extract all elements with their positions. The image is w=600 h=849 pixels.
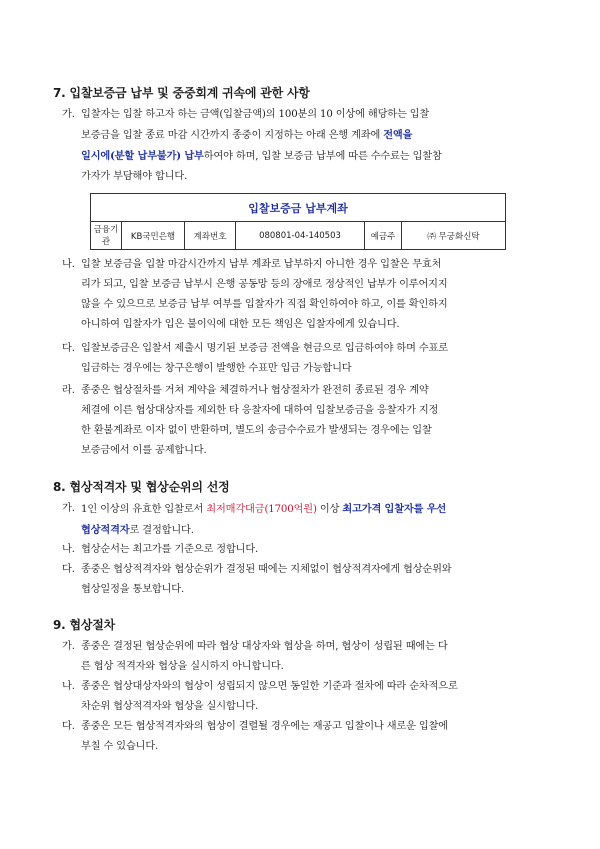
section-8-title (53, 478, 553, 495)
text-line (81, 499, 549, 520)
text-line (81, 146, 549, 167)
item-marker: 라. (62, 385, 75, 396)
text-line: 입금하는 경우에는 창구은행이 발행한 수표만 입금 가능합니다 (81, 363, 352, 374)
bank-label: 금융기관 (91, 222, 122, 250)
bank-value: KB국민은행 (122, 222, 185, 250)
item-marker: 가. (62, 109, 75, 120)
text-line: 입찰 보증금을 입찰 마감시간까지 납부 계좌로 납부하지 아니한 경우 입찰은 무효처 (81, 259, 442, 270)
item-marker: 다. (62, 343, 75, 354)
text-span: 보증금을 입찰 종료 마감 시간까지 종중이 지정하는 아래 은행 계좌에 (81, 130, 384, 141)
text-line: 않을 수 있으므로 보증금 납부 여부를 입찰자가 직접 확인하여야 하고, 이를 확인하지 (81, 299, 448, 310)
account-holder-label: 예금주 (365, 222, 402, 250)
text-line: 협상일정을 통보합니다. (81, 584, 185, 595)
item-text (81, 255, 549, 335)
text-line: 체결에 이른 협상대상자를 제외한 타 응찰자에 대하여 입찰보증금을 응찰자가 지정 (81, 405, 439, 416)
emphasis-text: 최고가격 입찰자를 우선 (342, 503, 447, 515)
item-text (81, 381, 549, 461)
item-marker: 가. (62, 503, 75, 514)
text-line: 리가 되고, 입찰 보증금 납부시 은행 공동망 등의 장애로 정상적인 납부가 이루어지지 (81, 279, 448, 290)
text-span: 이상 (316, 504, 343, 515)
item-text (81, 637, 549, 677)
deposit-account-table (90, 193, 506, 250)
text-line: 른 협상 적격자와 협상을 실시하지 아니합니다. (81, 661, 284, 672)
table-header: 입찰보증금 납부계좌 (91, 194, 506, 222)
item-marker: 다. (62, 564, 75, 575)
item-text (81, 540, 549, 560)
text-line: 아니하여 입찰자가 입은 불이익에 대한 모든 책임은 입찰자에게 있습니다. (81, 319, 400, 330)
emphasis-text: 최저매각대금(1700억원) (206, 504, 317, 515)
text-line: 입찰보증금은 입찰서 제출시 명기된 보증금 전액을 현금으로 입금하여야 하며 수표로 (81, 343, 448, 354)
emphasis-text: 협상적격자 (81, 524, 130, 536)
item-text (81, 105, 549, 187)
text-line: 종중은 협상절차를 거쳐 계약을 체결하거나 협상절차가 완전히 종료된 경우 계약 (81, 385, 429, 396)
emphasis-text: 일시에(분할 납부불가) 납부 (81, 150, 204, 162)
text-span: 로 결정합니다. (129, 525, 194, 536)
item-text (81, 339, 549, 379)
text-span: 하여야 하며, 입찰 보증금 납부에 따른 수수료는 입찰참 (203, 151, 442, 162)
item-marker: 나. (62, 544, 75, 555)
section-title: 8. 협상적격자 및 협상순위의 선정 (53, 480, 230, 494)
text-line: 협상순서는 최고가를 기준으로 정합니다. (81, 544, 259, 555)
text-line: 한 환불계좌로 이자 없이 반환하며, 별도의 송금수수료가 발생되는 경우에는 입찰 (81, 425, 432, 436)
account-number-value: 080801-04-140503 (236, 222, 365, 250)
section-title: 9. 협상절차 (53, 618, 116, 632)
text-line (81, 520, 549, 541)
item-text (81, 717, 549, 757)
text-line: 종중은 모든 협상적격자와의 협상이 결렬될 경우에는 재공고 입찰이나 새로운 입찰에 (81, 721, 448, 732)
item-marker: 나. (62, 681, 75, 692)
item-text (81, 499, 549, 541)
account-number-label: 계좌번호 (185, 222, 236, 250)
item-marker: 가. (62, 641, 75, 652)
text-span: 1인 이상의 유효한 입찰로서 (81, 504, 207, 515)
text-line: 입찰자는 입찰 하고자 하는 금액(입찰금액)의 100분의 10 이상에 해당하는 입찰 (81, 109, 430, 120)
text-line (81, 125, 549, 146)
text-line: 종중은 협상적격자와 협상순위가 결정된 때에는 지체없이 협상적격자에게 협상순위와 (81, 564, 452, 575)
text-line: 종중은 결정된 협상순위에 따라 협상 대상자와 협상을 하며, 협상이 성립된 때에는 다 (81, 641, 448, 652)
item-text (81, 560, 549, 600)
item-text (81, 677, 549, 717)
account-holder-value: ㈜ 무궁화신탁 (402, 222, 506, 250)
text-line: 부칠 수 있습니다. (81, 741, 159, 752)
item-marker: 다. (62, 721, 75, 732)
text-line: 가자가 부담해야 합니다. (81, 171, 188, 182)
item-marker: 나. (62, 259, 75, 270)
text-line: 종중은 협상대상자와의 협상이 성립되지 않으면 동일한 기준과 절차에 따라 순차적으로 (81, 681, 458, 692)
section-9-title (53, 616, 553, 633)
emphasis-text: 전액을 (383, 129, 413, 141)
section-7-title (53, 84, 553, 101)
text-line: 차순위 협상적격자와 협상을 실시합니다. (81, 701, 259, 712)
text-line: 보증금에서 이를 공제합니다. (81, 445, 207, 456)
section-title: 7. 입찰보증금 납부 및 중중회계 귀속에 관한 사항 (53, 86, 310, 100)
